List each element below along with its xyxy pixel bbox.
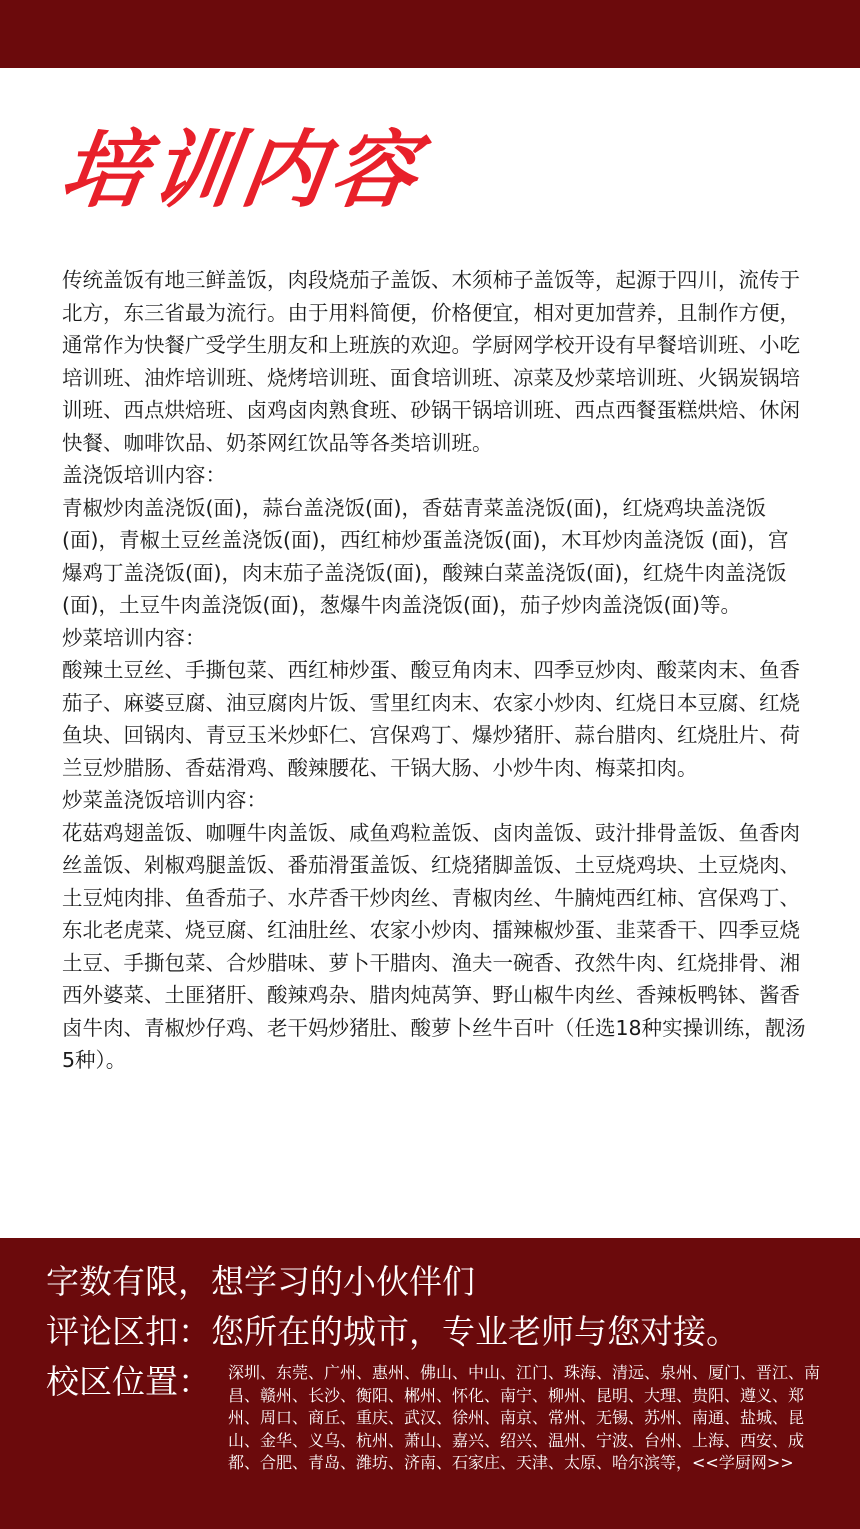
section-text-chaocai-gaijiaofan: 花菇鸡翅盖饭、咖喱牛肉盖饭、咸鱼鸡粒盖饭、卤肉盖饭、豉汁排骨盖饭、鱼香肉丝盖饭、剁椒鸡腿盖饭、番茄滑蛋盖饭、红烧猪脚盖饭、土豆烧鸡块、土豆烧肉、土豆炖肉排、鱼香茄子、水芹香干炒肉丝、青椒肉丝、牛腩炖西红柿、宫保鸡丁、东北老虎菜、烧豆腐、红油肚丝、农家小炒肉、擂辣椒炒蛋、韭菜香干、四季豆烧土豆、手撕包菜、合炒腊味、萝卜干腊肉、渔夫一碗香、孜然牛肉、红烧排骨、湘西外婆菜、土匪猪肝、酸辣鸡杂、腊肉炖莴笋、野山椒牛肉丝、香辣板鸭钵、酱香卤牛肉、青椒炒仔鸡、老干妈炒猪肚、酸萝卜丝牛百叶（任选18种实操训练，靓汤5种）。 [62,820,806,1072]
section-heading-gaijiaofan: 盖浇饭培训内容： [62,463,226,487]
section-heading-chaocai-gaijiaofan: 炒菜盖浇饭培训内容： [62,788,267,812]
campus-list: 深圳、东莞、广州、惠州、佛山、中山、江门、珠海、清远、泉州、厦门、晋江、南昌、赣州、长沙、衡阳、郴州、怀化、南宁、柳州、昆明、大理、贵阳、遵义、郑州、周口、商丘、重庆、武汉、徐州、南京、常州、无锡、苏州、南通、盐城、昆山、金华、义乌、杭州、萧山、嘉兴、绍兴、温州、宁波、台州、上海、西安、成都、合肥、青岛、潍坊、济南、石家庄、天津、太原、哈尔滨等，<<学厨网>> [228,1363,821,1472]
top-banner [0,0,860,68]
section-text-gaijiaofan: 青椒炒肉盖浇饭(面)，蒜台盖浇饭(面)，香菇青菜盖浇饭(面)，红烧鸡块盖浇饭(面)，青椒土豆丝盖浇饭(面)，西红柿炒蛋盖浇饭(面)，木耳炒肉盖浇饭 (面)，宫爆鸡丁盖浇饭(面)，肉末茄子盖浇饭(面)，酸辣白菜盖浇饭(面)，红烧牛肉盖浇饭(面)，土豆牛肉盖浇饭(面)，葱爆牛肉盖浇饭(面)，茄子炒肉盖浇饭(面)等。 [62,495,789,617]
article-body [62,264,808,1077]
promo-line-1: 字数有限，想学习的小伙伴们 [46,1262,475,1301]
page-title: 培训内容 [55,121,429,219]
main-content [0,68,860,1238]
section-text-chaocai: 酸辣土豆丝、手撕包菜、西红柿炒蛋、酸豆角肉末、四季豆炒肉、酸菜肉末、鱼香茄子、麻婆豆腐、油豆腐肉片饭、雪里红肉末、农家小炒肉、红烧日本豆腐、红烧鱼块、回锅肉、青豆玉米炒虾仁、宫保鸡丁、爆炒猪肝、蒜台腊肉、红烧肚片、荷兰豆炒腊肠、香菇滑鸡、酸辣腰花、干锅大肠、小炒牛肉、梅菜扣肉。 [62,658,800,780]
campus-label: 校区位置： [46,1362,211,1401]
section-heading-chaocai: 炒菜培训内容： [62,625,206,650]
promo-line-2: 评论区扣：您所在的城市，专业老师与您对接。 [46,1312,739,1351]
intro-paragraph: 传统盖饭有地三鲜盖饭，肉段烧茄子盖饭、木须柿子盖饭等，起源于四川，流传于北方，东三省最为流行。由于用料简便，价格便宜，相对更加营养，且制作方便，通常作为快餐广受学生朋友和上班族的欢迎。学厨网学校开设有早餐培训班、小吃培训班、油炸培训班、烧烤培训班、面食培训班、凉菜及炒菜培训班、火锅炭锅培训班、西点烘焙班、卤鸡卤肉熟食班、砂锅干锅培训班、西点西餐蛋糕烘焙、休闲快餐、咖啡饮品、奶茶网红饮品等各类培训班。 [62,268,800,455]
footer-banner [0,1238,860,1529]
